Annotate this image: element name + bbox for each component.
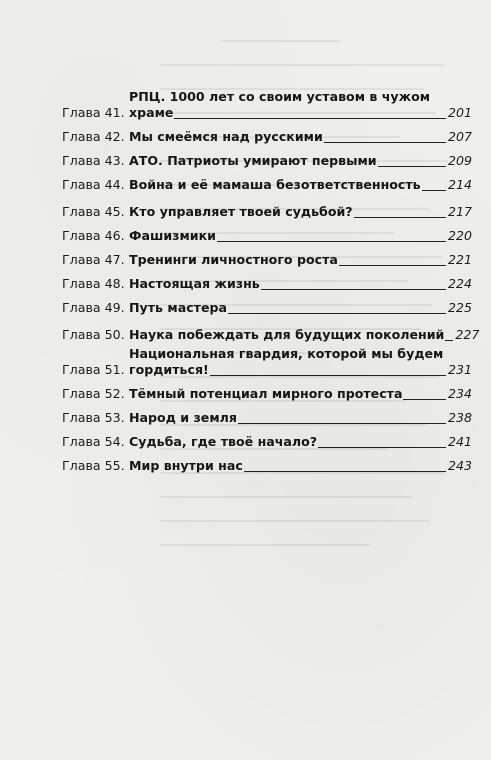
leader-line: [445, 340, 453, 341]
toc-entry: [62, 378, 472, 402]
chapter-number: Глава 49.: [62, 300, 125, 315]
page-number: 224: [447, 276, 472, 291]
leader-line: [210, 375, 446, 376]
chapter-title: Судьба, где твоё начало?: [129, 434, 318, 449]
page-number: 217: [447, 204, 472, 219]
chapter-number: Глава 50.: [62, 327, 125, 342]
chapter-number: Глава 53.: [62, 410, 125, 425]
toc-entry: [62, 244, 472, 268]
leader-line: [339, 265, 446, 266]
page-number: 214: [447, 177, 472, 192]
page-number: 201: [447, 105, 472, 120]
chapter-number: Глава 42.: [62, 129, 125, 144]
leader-line: [244, 471, 446, 472]
leader-line: [318, 447, 446, 448]
leader-line: [217, 241, 446, 242]
chapter-title: Настоящая жизнь: [129, 276, 260, 291]
chapter-title: Народ и земля: [129, 410, 237, 425]
chapter-title: храме: [129, 105, 174, 120]
page-number: 227: [455, 327, 480, 342]
chapter-title: АТО. Патриоты умирают первыми: [129, 153, 377, 168]
page-number: 238: [447, 410, 472, 425]
toc-entry: [62, 87, 472, 121]
leader-line: [354, 217, 446, 218]
chapter-number: Глава 52.: [62, 386, 125, 401]
chapter-number: Глава 46.: [62, 228, 125, 243]
chapter-title: Тренинги личностного роста: [129, 252, 338, 267]
chapter-number: Глава 54.: [62, 434, 125, 449]
chapter-number: Глава 47.: [62, 252, 125, 267]
page-number: 243: [447, 458, 472, 473]
chapter-title: Наука побеждать для будущих поколений: [129, 327, 445, 342]
table-of-contents: [62, 87, 480, 474]
chapter-title: Тёмный потенциал мирного протеста: [129, 386, 403, 401]
leader-line: [174, 118, 445, 119]
toc-entry: [62, 316, 480, 343]
chapter-title-line-1: РПЦ. 1000 лет со своим уставом в чужом: [129, 89, 431, 104]
page-number: 220: [447, 228, 472, 243]
toc-entry: [62, 292, 472, 316]
leader-line: [324, 142, 446, 143]
chapter-number: Глава 51.: [62, 362, 125, 377]
toc-entry: [62, 121, 472, 145]
chapter-number: Глава 48.: [62, 276, 125, 291]
page-number: 241: [447, 434, 472, 449]
toc-entry: [62, 402, 472, 426]
chapter-number: Глава 44.: [62, 177, 125, 192]
toc-entry: [62, 450, 472, 474]
chapter-title: Кто управляет твоей судьбой?: [129, 204, 353, 219]
leader-line: [228, 313, 446, 314]
page-number: 207: [447, 129, 472, 144]
leader-line: [238, 423, 446, 424]
toc-entry: [62, 426, 472, 450]
chapter-title: Мир внутри нас: [129, 458, 243, 473]
toc-entry: [62, 169, 472, 193]
chapter-title: гордиться!: [129, 362, 209, 377]
page-number: 225: [447, 300, 472, 315]
toc-entry: [62, 343, 472, 378]
chapter-number: Глава 55.: [62, 458, 125, 473]
toc-entry: [62, 220, 472, 244]
leader-line: [422, 190, 446, 191]
toc-entry: [62, 145, 472, 169]
page-number: 231: [447, 362, 472, 377]
toc-entry: [62, 268, 472, 292]
page-number: 234: [447, 386, 472, 401]
chapter-title-line-1: Национальная гвардия, которой мы будем: [129, 346, 444, 361]
leader-line: [403, 399, 445, 400]
toc-entry: [62, 193, 472, 220]
chapter-number: Глава 45.: [62, 204, 125, 219]
chapter-title: Фашизмики: [129, 228, 216, 243]
chapter-number: Глава 41.: [62, 105, 125, 120]
chapter-title: Путь мастера: [129, 300, 228, 315]
chapter-title: Война и её мамаша безответственность: [129, 177, 421, 192]
page-number: 221: [447, 252, 472, 267]
page-number: 209: [447, 153, 472, 168]
chapter-title: Мы смеёмся над русскими: [129, 129, 323, 144]
chapter-number: Глава 43.: [62, 153, 125, 168]
leader-line: [378, 166, 446, 167]
leader-line: [261, 289, 446, 290]
